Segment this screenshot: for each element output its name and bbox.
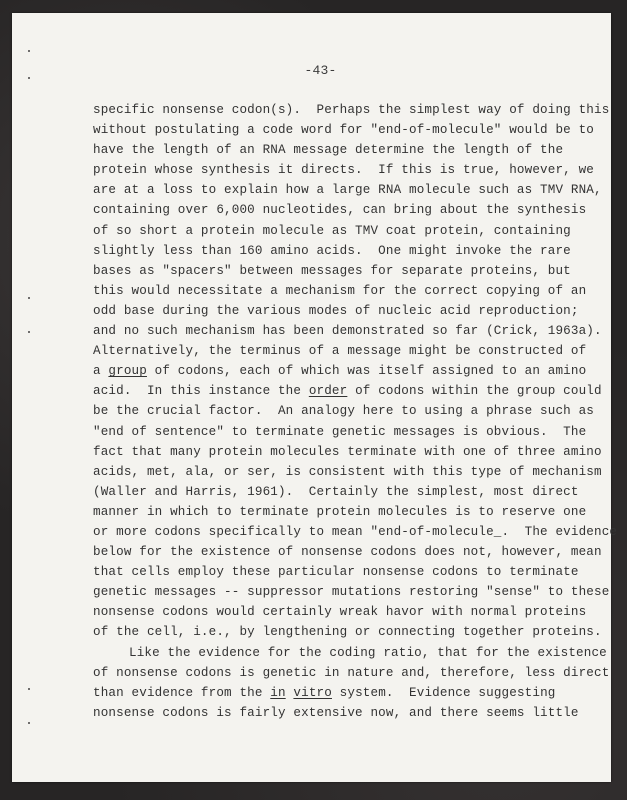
paragraph xyxy=(93,643,613,723)
text-line: of so short a protein molecule as TMV coat protein, containing xyxy=(93,223,571,238)
text-line: genetic messages -- suppressor mutations restoring "sense" to these xyxy=(93,585,610,600)
page-number: -43- xyxy=(304,63,337,78)
text-line: are at a loss to explain how a large RNA molecule such as TMV RNA, xyxy=(93,183,602,198)
underlined-word: order xyxy=(308,384,348,399)
document-page xyxy=(12,13,618,782)
text-line: without postulating a code word for "end-of-molecule" would be to xyxy=(93,123,594,138)
text-line: below for the existence of nonsense codons does not, however, mean xyxy=(93,545,602,560)
margin-mark xyxy=(28,50,30,52)
text-line: have the length of an RNA message determine the length of the xyxy=(93,143,564,158)
text-span: than evidence from the xyxy=(93,685,271,700)
text-line: acids, met, ala, or ser, is consistent with this type of mechanism xyxy=(93,464,602,479)
text-line: manner in which to terminate protein molecules is to reserve one xyxy=(93,504,587,519)
text-line: fact that many protein molecules terminate with one of three amino xyxy=(93,444,602,459)
margin-mark xyxy=(28,688,30,690)
text-span: acid. In this instance the xyxy=(93,384,309,399)
text-line: containing over 6,000 nucleotides, can bring about the synthesis xyxy=(93,203,587,218)
paragraph xyxy=(93,100,618,643)
text-line: slightly less than 160 amino acids. One might invoke the rare xyxy=(93,243,571,258)
text-line: or more codons specifically to mean "end-of-molecule_. The evidence xyxy=(93,524,618,539)
text-line: (Waller and Harris, 1961). Certainly the simplest, most direct xyxy=(93,484,579,499)
margin-mark xyxy=(28,722,30,724)
underlined-word: group xyxy=(108,364,147,379)
text-line: that cells employ these particular nonsense codons to terminate xyxy=(93,565,579,580)
underlined-word: in xyxy=(270,685,286,700)
underlined-word: vitro xyxy=(293,685,332,700)
text-line: this would necessitate a mechanism for the correct copying of an xyxy=(93,283,587,298)
text-line: "end of sentence" to terminate genetic messages is obvious. The xyxy=(93,424,587,439)
text-line: specific nonsense codon(s). Perhaps the simplest way of doing this xyxy=(93,103,610,117)
body-text xyxy=(93,100,618,723)
text-span: of codons, each of which was itself assigned to an amino xyxy=(146,364,587,379)
text-line: nonsense codons is fairly extensive now, and there seems little xyxy=(93,705,579,720)
text-span: system. Evidence suggesting xyxy=(331,685,556,700)
text-line: of the cell, i.e., by lengthening or connecting together proteins. xyxy=(93,625,602,640)
text-line xyxy=(93,361,613,381)
text-line: be the crucial factor. An analogy here to using a phrase such as xyxy=(93,404,594,419)
text-line xyxy=(93,381,613,401)
text-line xyxy=(93,683,613,703)
margin-mark xyxy=(28,331,30,333)
text-line: Like the evidence for the coding ratio, that for the existence xyxy=(129,645,607,660)
text-span: a xyxy=(93,364,109,379)
text-line: odd base during the various modes of nucleic acid reproduction; xyxy=(93,303,579,318)
text-line: protein whose synthesis it directs. If this is true, however, we xyxy=(93,163,594,178)
text-span: of codons within the group could xyxy=(347,384,602,399)
text-line: and no such mechanism has been demonstrated so far (Crick, 1963a). xyxy=(93,324,602,339)
text-line: of nonsense codons is genetic in nature and, therefore, less direct xyxy=(93,665,610,680)
text-line: nonsense codons would certainly wreak havor with normal proteins xyxy=(93,605,587,620)
text-line: Alternatively, the terminus of a message might be constructed of xyxy=(93,344,587,359)
text-line: bases as "spacers" between messages for separate proteins, but xyxy=(93,263,571,278)
margin-mark xyxy=(28,297,30,299)
